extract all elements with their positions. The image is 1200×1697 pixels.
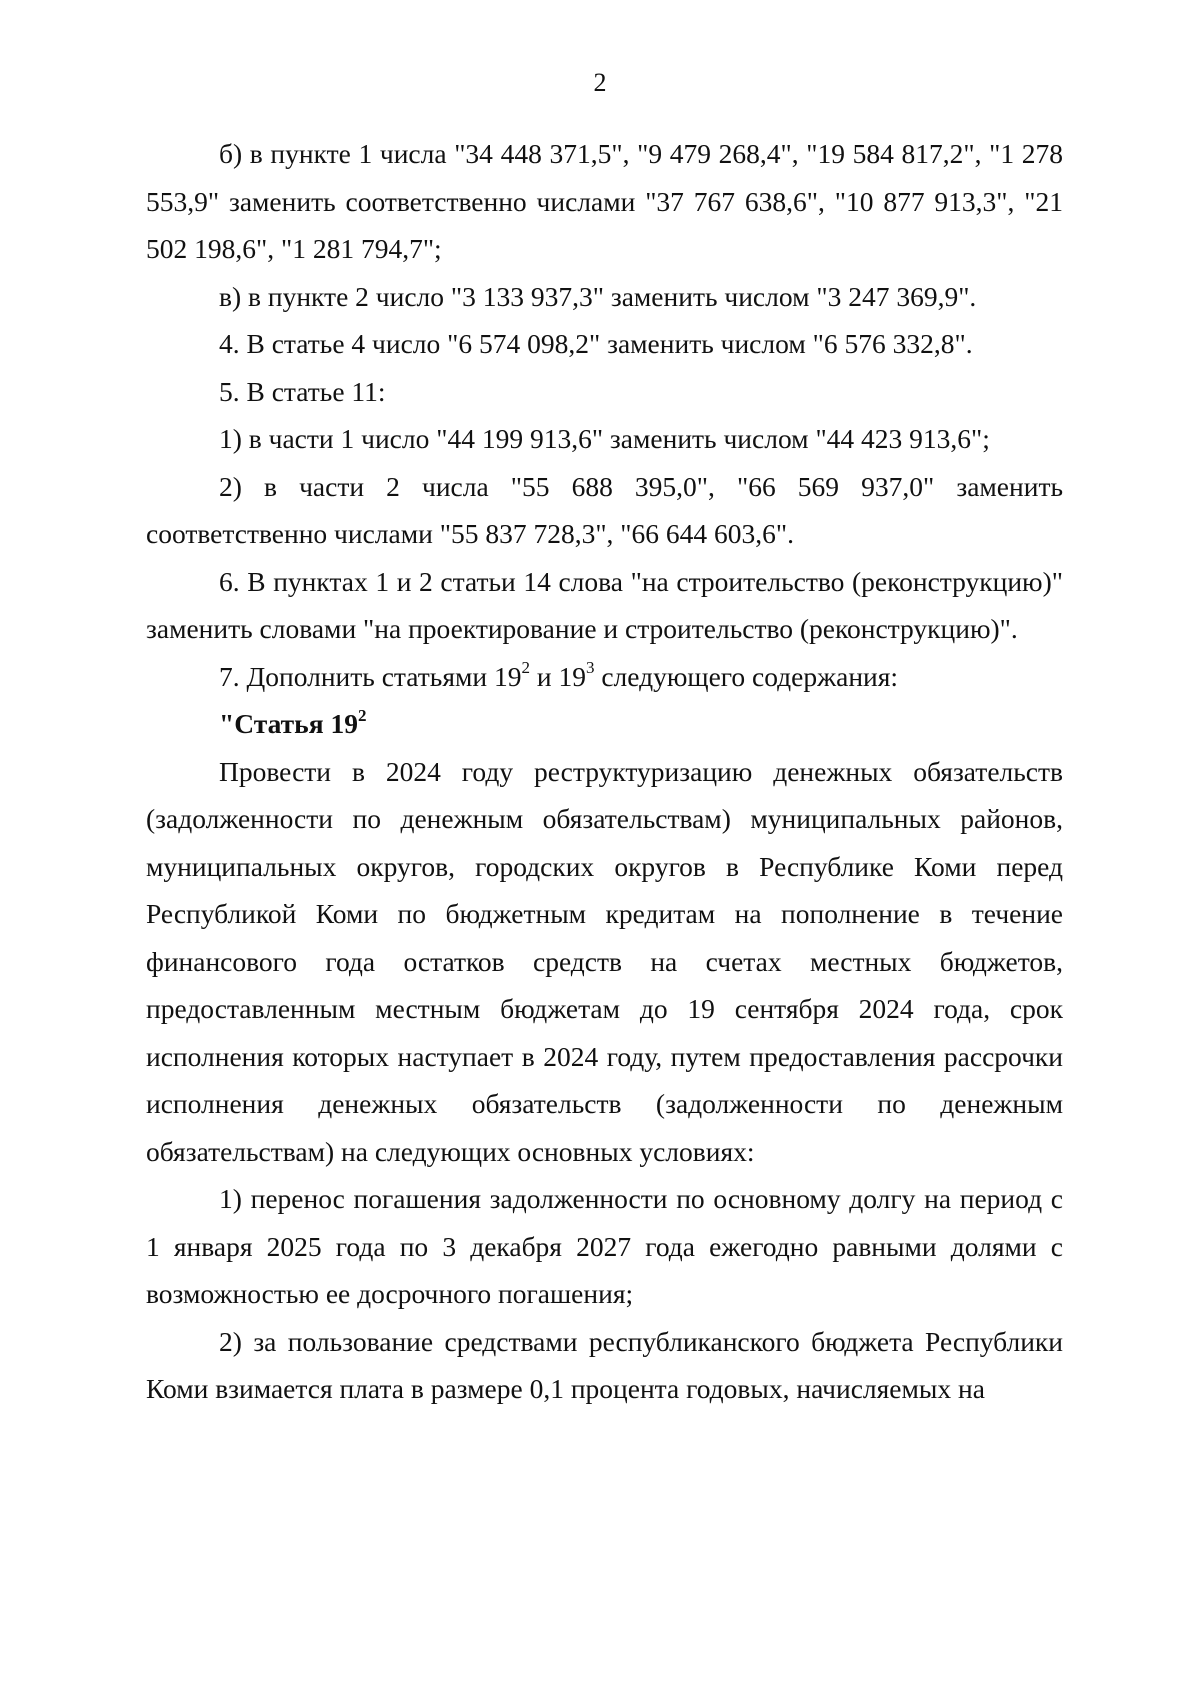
paragraph-item-5: 5. В статье 11: <box>219 375 386 407</box>
document-body <box>146 130 1063 1413</box>
paragraph-condition-1: 1) перенос погашения задолженности по основному долгу на период с 1 января 2025 года по 3 декабря 2027 года ежегодно равными долями с возможностью ее досрочного погашения; <box>146 1183 1063 1309</box>
item-7-text-a: 7. Дополнить статьями 19 <box>219 660 522 692</box>
paragraph-item-7 <box>146 653 1063 701</box>
paragraph-amendment-b: б) в пункте 1 числа "34 448 371,5", "9 479 268,4", "19 584 817,2", "1 278 553,9" заменить соответственно числами "37 767 638,6", "10 877 913,3", "21 502 198,6", "1 281 794,7"; <box>146 138 1063 264</box>
article-heading-text: "Статья 19 <box>219 708 358 739</box>
paragraph-item-4: 4. В статье 4 число "6 574 098,2" заменить числом "6 576 332,8". <box>219 328 973 359</box>
item-7-text-c: следующего содержания: <box>594 660 899 692</box>
paragraph-item-5-part-2: 2) в части 2 числа "55 688 395,0", "66 569 937,0" заменить соответственно числами "55 837 728,3", "66 644 603,6". <box>146 470 1063 549</box>
item-7-superscript-2: 3 <box>585 658 595 678</box>
article-heading <box>146 700 1063 748</box>
paragraph-item-5-part-1: 1) в части 1 число "44 199 913,6" заменить числом "44 423 913,6"; <box>219 423 990 454</box>
paragraph-amendment-v: в) в пункте 2 число "3 133 937,3" заменить числом "3 247 369,9". <box>219 280 977 312</box>
item-7-text-b: и 19 <box>529 660 586 692</box>
page-number: 2 <box>593 68 607 97</box>
paragraph-item-6: 6. В пунктах 1 и 2 статьи 14 слова "на строительство (реконструкцию)" заменить словами "на проектирование и строительство (реконструкцию)". <box>146 565 1063 644</box>
paragraph-condition-2: 2) за пользование средствами республиканского бюджета Республики Коми взимается плата в размере 0,1 процента годовых, начисляемых на <box>146 1325 1063 1404</box>
item-7-superscript-1: 2 <box>521 658 530 678</box>
paragraph-restructuring: Провести в 2024 году реструктуризацию денежных обязательств (задолженности по денежным обязательствам) муниципальных районов, муниципальных округов, городских округов в Республике Коми перед Республикой Коми по бюджетным кредитам на пополнение в течение финансового года остатков средств на счетах местных бюджетов, предоставленным местным бюджетам до 19 сентября 2024 года, срок исполнения которых наступает в 2024 году, путем предоставления рассрочки исполнения денежных обязательств (задолженности по денежным обязательствам) на следующих основных условиях: <box>146 755 1063 1167</box>
article-heading-superscript: 2 <box>357 705 367 725</box>
